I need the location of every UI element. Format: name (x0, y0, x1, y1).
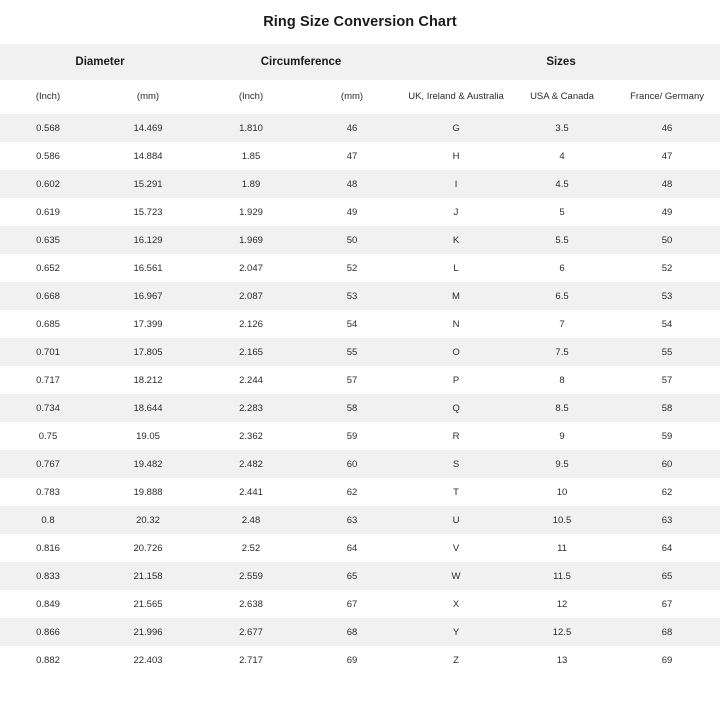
cell-circumference-inch: 2.52 (200, 534, 302, 562)
cell-size-uk: H (402, 142, 510, 170)
cell-size-usa: 5.5 (510, 226, 614, 254)
table-row (0, 506, 720, 534)
cell-size-france: 68 (614, 618, 720, 646)
cell-size-usa: 8.5 (510, 394, 614, 422)
table-row (0, 282, 720, 310)
table-row (0, 450, 720, 478)
cell-size-uk: G (402, 114, 510, 142)
cell-circumference-mm: 69 (302, 646, 402, 674)
cell-size-uk: X (402, 590, 510, 618)
cell-circumference-mm: 63 (302, 506, 402, 534)
cell-diameter-inch: 0.75 (0, 422, 96, 450)
cell-size-usa: 3.5 (510, 114, 614, 142)
table-row (0, 170, 720, 198)
cell-circumference-mm: 60 (302, 450, 402, 478)
cell-circumference-inch: 2.441 (200, 478, 302, 506)
page-title: Ring Size Conversion Chart (263, 14, 457, 30)
cell-size-usa: 12.5 (510, 618, 614, 646)
cell-diameter-mm: 18.644 (96, 394, 200, 422)
cell-diameter-inch: 0.816 (0, 534, 96, 562)
cell-diameter-mm: 19.888 (96, 478, 200, 506)
cell-size-france: 49 (614, 198, 720, 226)
cell-size-france: 48 (614, 170, 720, 198)
cell-diameter-mm: 20.726 (96, 534, 200, 562)
cell-diameter-mm: 14.469 (96, 114, 200, 142)
cell-size-uk: Y (402, 618, 510, 646)
group-header-diameter: Diameter (0, 44, 200, 80)
cell-circumference-mm: 59 (302, 422, 402, 450)
cell-size-france: 59 (614, 422, 720, 450)
cell-circumference-mm: 57 (302, 366, 402, 394)
cell-size-usa: 13 (510, 646, 614, 674)
cell-size-uk: K (402, 226, 510, 254)
cell-diameter-inch: 0.685 (0, 310, 96, 338)
cell-diameter-mm: 14.884 (96, 142, 200, 170)
cell-diameter-inch: 0.849 (0, 590, 96, 618)
cell-diameter-inch: 0.8 (0, 506, 96, 534)
cell-size-usa: 8 (510, 366, 614, 394)
cell-diameter-inch: 0.833 (0, 562, 96, 590)
cell-diameter-mm: 17.399 (96, 310, 200, 338)
table-row (0, 254, 720, 282)
ring-size-conversion-table (0, 44, 720, 674)
cell-size-uk: J (402, 198, 510, 226)
cell-circumference-mm: 62 (302, 478, 402, 506)
table-row (0, 142, 720, 170)
cell-size-usa: 10.5 (510, 506, 614, 534)
cell-circumference-inch: 2.717 (200, 646, 302, 674)
cell-circumference-inch: 2.047 (200, 254, 302, 282)
cell-diameter-inch: 0.635 (0, 226, 96, 254)
table-row (0, 422, 720, 450)
cell-circumference-mm: 67 (302, 590, 402, 618)
cell-size-uk: T (402, 478, 510, 506)
cell-circumference-mm: 47 (302, 142, 402, 170)
cell-diameter-mm: 19.482 (96, 450, 200, 478)
cell-diameter-inch: 0.882 (0, 646, 96, 674)
cell-diameter-mm: 19.05 (96, 422, 200, 450)
cell-circumference-inch: 2.283 (200, 394, 302, 422)
cell-diameter-inch: 0.619 (0, 198, 96, 226)
cell-size-france: 50 (614, 226, 720, 254)
cell-circumference-inch: 2.244 (200, 366, 302, 394)
cell-circumference-inch: 1.969 (200, 226, 302, 254)
column-header-circumference-inch: (Inch) (200, 80, 302, 114)
cell-size-usa: 6 (510, 254, 614, 282)
cell-size-france: 64 (614, 534, 720, 562)
table-head (0, 44, 720, 114)
column-header-france-germany: France/ Germany (614, 80, 720, 114)
column-header-circumference-mm: (mm) (302, 80, 402, 114)
cell-size-usa: 6.5 (510, 282, 614, 310)
cell-diameter-inch: 0.568 (0, 114, 96, 142)
cell-size-uk: M (402, 282, 510, 310)
cell-circumference-inch: 2.165 (200, 338, 302, 366)
group-header-circumference: Circumference (200, 44, 402, 80)
cell-size-france: 58 (614, 394, 720, 422)
table-row (0, 366, 720, 394)
cell-diameter-mm: 18.212 (96, 366, 200, 394)
cell-size-uk: O (402, 338, 510, 366)
cell-size-usa: 9.5 (510, 450, 614, 478)
cell-size-uk: V (402, 534, 510, 562)
table-row (0, 562, 720, 590)
cell-circumference-inch: 2.087 (200, 282, 302, 310)
cell-size-uk: S (402, 450, 510, 478)
table-body (0, 114, 720, 674)
cell-size-france: 55 (614, 338, 720, 366)
cell-size-france: 47 (614, 142, 720, 170)
cell-circumference-mm: 55 (302, 338, 402, 366)
table-subheader-row (0, 80, 720, 114)
cell-size-france: 52 (614, 254, 720, 282)
cell-diameter-inch: 0.734 (0, 394, 96, 422)
cell-circumference-inch: 2.677 (200, 618, 302, 646)
cell-diameter-inch: 0.717 (0, 366, 96, 394)
cell-size-france: 63 (614, 506, 720, 534)
cell-size-france: 53 (614, 282, 720, 310)
cell-circumference-inch: 2.638 (200, 590, 302, 618)
cell-size-france: 54 (614, 310, 720, 338)
cell-circumference-mm: 54 (302, 310, 402, 338)
cell-diameter-mm: 16.561 (96, 254, 200, 282)
cell-size-usa: 7.5 (510, 338, 614, 366)
cell-size-france: 67 (614, 590, 720, 618)
cell-size-uk: W (402, 562, 510, 590)
cell-diameter-mm: 20.32 (96, 506, 200, 534)
cell-diameter-mm: 21.996 (96, 618, 200, 646)
cell-circumference-inch: 2.362 (200, 422, 302, 450)
cell-diameter-inch: 0.701 (0, 338, 96, 366)
cell-size-uk: P (402, 366, 510, 394)
cell-circumference-inch: 1.89 (200, 170, 302, 198)
cell-diameter-inch: 0.668 (0, 282, 96, 310)
cell-circumference-inch: 2.126 (200, 310, 302, 338)
cell-diameter-inch: 0.652 (0, 254, 96, 282)
cell-circumference-mm: 64 (302, 534, 402, 562)
column-header-diameter-mm: (mm) (96, 80, 200, 114)
table-row (0, 478, 720, 506)
table-row (0, 590, 720, 618)
table-row (0, 394, 720, 422)
cell-size-usa: 4 (510, 142, 614, 170)
cell-size-usa: 7 (510, 310, 614, 338)
table-row (0, 226, 720, 254)
cell-size-uk: I (402, 170, 510, 198)
cell-size-uk: Z (402, 646, 510, 674)
table-group-header-row (0, 44, 720, 80)
cell-size-uk: R (402, 422, 510, 450)
cell-diameter-inch: 0.586 (0, 142, 96, 170)
cell-size-uk: N (402, 310, 510, 338)
cell-size-usa: 10 (510, 478, 614, 506)
cell-diameter-mm: 16.129 (96, 226, 200, 254)
cell-size-france: 65 (614, 562, 720, 590)
cell-size-france: 46 (614, 114, 720, 142)
cell-circumference-mm: 52 (302, 254, 402, 282)
cell-diameter-inch: 0.602 (0, 170, 96, 198)
cell-size-uk: L (402, 254, 510, 282)
cell-diameter-mm: 17.805 (96, 338, 200, 366)
cell-diameter-mm: 21.158 (96, 562, 200, 590)
cell-circumference-mm: 53 (302, 282, 402, 310)
cell-size-france: 60 (614, 450, 720, 478)
cell-diameter-inch: 0.866 (0, 618, 96, 646)
cell-circumference-mm: 49 (302, 198, 402, 226)
cell-circumference-inch: 1.85 (200, 142, 302, 170)
table-row (0, 310, 720, 338)
table-row (0, 534, 720, 562)
cell-circumference-mm: 48 (302, 170, 402, 198)
cell-size-france: 62 (614, 478, 720, 506)
cell-diameter-mm: 22.403 (96, 646, 200, 674)
cell-circumference-inch: 2.482 (200, 450, 302, 478)
cell-size-uk: U (402, 506, 510, 534)
cell-size-usa: 9 (510, 422, 614, 450)
group-header-sizes: Sizes (402, 44, 720, 80)
cell-circumference-mm: 46 (302, 114, 402, 142)
table-row (0, 114, 720, 142)
cell-circumference-mm: 68 (302, 618, 402, 646)
cell-size-france: 57 (614, 366, 720, 394)
cell-diameter-mm: 16.967 (96, 282, 200, 310)
column-header-uk-ireland-australia: UK, Ireland & Australia (402, 80, 510, 114)
cell-size-usa: 12 (510, 590, 614, 618)
cell-circumference-inch: 1.810 (200, 114, 302, 142)
cell-size-usa: 11 (510, 534, 614, 562)
cell-diameter-inch: 0.783 (0, 478, 96, 506)
cell-diameter-mm: 15.723 (96, 198, 200, 226)
cell-circumference-mm: 65 (302, 562, 402, 590)
table-row (0, 646, 720, 674)
cell-size-usa: 5 (510, 198, 614, 226)
cell-size-usa: 4.5 (510, 170, 614, 198)
cell-diameter-inch: 0.767 (0, 450, 96, 478)
table-row (0, 618, 720, 646)
cell-circumference-mm: 58 (302, 394, 402, 422)
cell-size-france: 69 (614, 646, 720, 674)
column-header-usa-canada: USA & Canada (510, 80, 614, 114)
table-row (0, 338, 720, 366)
column-header-diameter-inch: (Inch) (0, 80, 96, 114)
table-row (0, 198, 720, 226)
cell-diameter-mm: 15.291 (96, 170, 200, 198)
cell-diameter-mm: 21.565 (96, 590, 200, 618)
cell-size-usa: 11.5 (510, 562, 614, 590)
cell-circumference-inch: 2.48 (200, 506, 302, 534)
cell-circumference-mm: 50 (302, 226, 402, 254)
cell-circumference-inch: 1.929 (200, 198, 302, 226)
cell-circumference-inch: 2.559 (200, 562, 302, 590)
cell-size-uk: Q (402, 394, 510, 422)
